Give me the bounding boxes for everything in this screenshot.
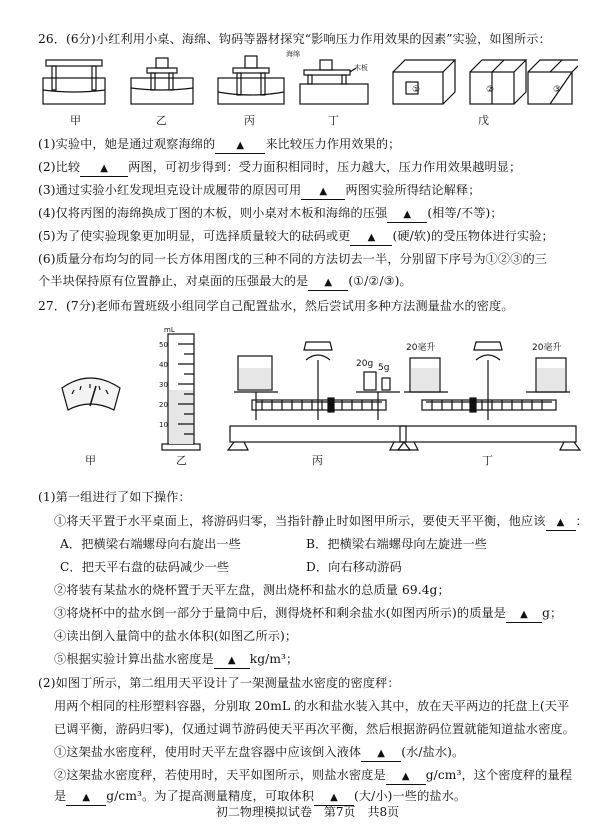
q26-p1: (1)实验中，她是通过观察海绵的 ▲ 来比较压力作用效果的；: [38, 137, 400, 154]
q27-option-c: C．把天平右盘的砝码减少一些: [60, 560, 230, 574]
q26-p2: (2)比较 ▲ 两图，可初步得到：受力面积相同时，压力越大，压力作用效果越明显；: [38, 160, 521, 177]
fig27-jia-dial: [62, 378, 120, 410]
fig26-yi-table: [131, 58, 193, 104]
q27-option-a: A．把横梁右端螺母向右旋出一些: [60, 537, 241, 551]
q26-p6-line1: (6)质量分布均匀的同一长方体用图戊的三种不同的方法切去一半，分别留下序号为①②③的三: [38, 252, 548, 266]
fig26-cap-jia: 甲: [70, 114, 81, 127]
q27-option-b: B．把横梁右端螺母向左旋进一些: [306, 537, 488, 551]
fig27-weight-5g: 5g: [378, 363, 390, 373]
fig27-cap-yi: 乙: [176, 454, 187, 467]
q27-s1-5: ⑤根据实验计算出盐水密度是 ▲ kg/m³；: [54, 652, 298, 669]
fig27-tick-40: 40: [159, 361, 168, 369]
q27-s2-line2: 已调平衡，游码归零)，仅通过调节游码使天平再次平衡，然后根据游码位置就能知道盐水密度。: [54, 722, 575, 736]
fig26-cap-yi: 乙: [156, 114, 167, 127]
q26-p3: (3)通过实验小红发现坦克设计成履带的原因可用 ▲ 两图实验所得结论解释；: [38, 183, 481, 200]
fig27-cap-left: 20毫升: [406, 343, 436, 353]
fig27-cap-jia: 甲: [85, 454, 96, 467]
fig27-ml-label: mL: [164, 326, 175, 334]
fig26-bing-table: [218, 56, 284, 104]
fig26-c3: ③: [553, 85, 562, 95]
q27-s2-line1: 用两个相同的柱形塑料容器，分别取 20mL 的水和盐水装入其中，放在天平两边的托盘上(天平: [54, 699, 570, 713]
q27-s2-2: ②这架盐水密度秤，若使用时，天平如图所示，则盐水密度是 ▲ g/cm³，这个密度秤的量程: [54, 768, 572, 785]
q26-p6-line2: 个半块保持原有位置静止，对桌面的压强最大的是 ▲ (①/②/③)。: [38, 274, 412, 291]
q26-p4: (4)仅将丙图的海绵换成丁图的木板，则小桌对木板和海绵的压强 ▲ (相等/不等)；: [38, 206, 503, 223]
fig27-bing-balance: [228, 342, 410, 450]
fig26-wu-box-2: [470, 60, 526, 104]
fig27-tick-50: 50: [159, 341, 168, 349]
fig26-cap-bing: 丙: [244, 114, 255, 127]
fig26-cap-wu: 戊: [478, 114, 489, 127]
fig26-sponge-label: 海绵: [286, 50, 300, 58]
q27-figure: [38, 320, 583, 468]
fig27-tick-20: 20: [159, 401, 168, 409]
fig26-cap-ding: 丁: [328, 114, 339, 127]
fig26-board-label: 木板: [354, 64, 368, 72]
q27-s1-2: ②将装有某盐水的烧杯置于天平左盘，测出烧杯和盐水的总质量 69.4g；: [54, 583, 450, 597]
fig26-wu-box-1: [393, 60, 455, 104]
q27-s2-1: ①这架盐水密度秤，使用时天平左盘容器中应该倒入液体 ▲ (水/盐水)。: [54, 745, 464, 762]
q27-s1-3: ③将烧杯中的盐水倒一部分于量筒中后，测得烧杯和剩余盐水(如图丙所示)的质量是 ▲ g；: [54, 606, 562, 623]
fig27-tick-10: 10: [159, 421, 168, 429]
q26-figure: [38, 48, 578, 130]
q27-option-d: D．向右移动游码: [306, 560, 402, 574]
fig26-c1: ①: [412, 85, 421, 95]
q27-stem: 27．(7分)老师布置班级小组同学自己配置盐水，然后尝试用多种方法测量盐水的密度。: [38, 299, 514, 313]
q27-s2-3: 是 ▲ g/cm³。为了提高测量精度，可取体积 ▲ (大/小)一些的盐水。: [54, 789, 466, 806]
fig27-cap-ding: 丁: [482, 454, 493, 467]
q27-s1-title: (1)第一组进行了如下操作：: [38, 490, 191, 504]
fig26-wu-box-3: [528, 60, 578, 104]
fig26-jia-table: [43, 60, 105, 104]
fig27-weight-20g: 20g: [356, 359, 374, 369]
fig27-cap-bing: 丙: [312, 454, 323, 467]
q27-s2-title: (2)如图丁所示，第二组用天平设计了一架测量盐水密度的密度秤：: [38, 676, 400, 690]
q26-p5: (5)为了使实验现象更加明显，可选择质量较大的砝码或更 ▲ (硬/软)的受压物体进行实验；: [38, 229, 554, 246]
page-footer: 初二物理模拟试卷 第7页 共8页: [215, 805, 400, 819]
fig27-yi-cylinder: [162, 334, 200, 450]
fig27-tick-30: 30: [159, 381, 168, 389]
fig27-cap-right: 20毫升: [532, 343, 562, 353]
fig27-ding-balance: [398, 342, 580, 450]
q27-s1-4: ④读出倒入量筒中的盐水体积(如图乙所示)；: [54, 629, 298, 643]
q27-s1-1: ①将天平置于水平桌面上，将游码归零，当指针静止时如图甲所示，要使天平平衡，他应该 ▲ ：: [54, 514, 588, 531]
q26-stem: 26．(6分)小红利用小桌、海绵、钩码等器材探究“影响压力作用效果的因素”实验，如图所示：: [38, 32, 551, 46]
fig26-c2: ②: [486, 85, 495, 95]
